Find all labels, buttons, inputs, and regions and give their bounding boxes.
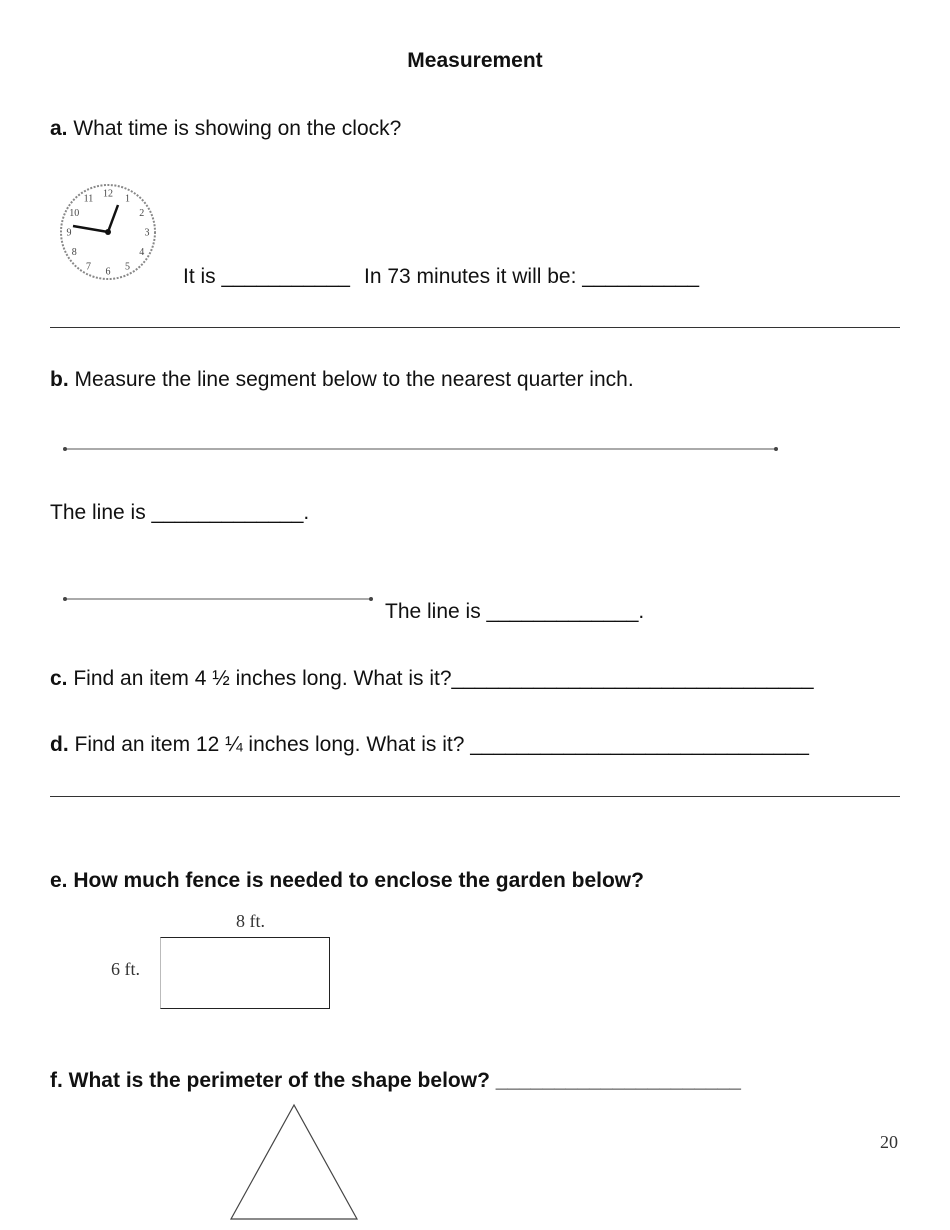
page-title: Measurement bbox=[407, 49, 543, 72]
line-segment-long bbox=[60, 444, 785, 454]
answer-b-1: The line is _____________. bbox=[50, 501, 310, 524]
divider bbox=[50, 796, 900, 797]
clock-number: 10 bbox=[69, 208, 80, 219]
clock-number: 12 bbox=[103, 188, 113, 200]
garden-rectangle bbox=[160, 937, 330, 1009]
answer-a-later: In 73 minutes it will be: __________ bbox=[364, 265, 700, 288]
divider bbox=[50, 327, 900, 328]
question-a-label: a. bbox=[50, 117, 68, 140]
question-a bbox=[50, 117, 401, 141]
question-b-label: b. bbox=[50, 368, 69, 391]
question-c-label: c. bbox=[50, 667, 68, 690]
garden-height-label: 6 ft. bbox=[111, 959, 140, 979]
question-d-text: Find an item 12 ¼ inches long. What is it? _____________________________ bbox=[68, 733, 809, 756]
question-b-text: Measure the line segment below to the nearest quarter inch. bbox=[68, 368, 634, 391]
clock-number: 8 bbox=[71, 247, 77, 258]
question-a-text: What time is showing on the clock? bbox=[67, 117, 402, 140]
triangle-shape bbox=[228, 1102, 360, 1224]
clock-number: 9 bbox=[66, 227, 72, 239]
clock-number: 11 bbox=[83, 193, 94, 205]
question-d bbox=[50, 733, 809, 757]
garden-width-label: 8 ft. bbox=[236, 911, 265, 931]
answer-b-2: The line is _____________. bbox=[385, 600, 645, 623]
question-c bbox=[50, 667, 814, 691]
answer-a-time: It is ___________ bbox=[183, 265, 350, 288]
question-c-text: Find an item 4 ½ inches long. What is it?_______________________________ bbox=[67, 667, 814, 690]
question-e: e. How much fence is needed to enclose the garden below? bbox=[50, 869, 644, 892]
page-number: 20 bbox=[880, 1132, 898, 1152]
question-b bbox=[50, 368, 634, 392]
clock-number: 3 bbox=[144, 227, 150, 239]
line-segment-short bbox=[60, 594, 380, 604]
clock-number: 1 bbox=[125, 193, 130, 205]
clock-number: 6 bbox=[105, 266, 111, 278]
clock-image bbox=[55, 182, 165, 284]
question-f: f. What is the perimeter of the shape below? _____________________ bbox=[50, 1069, 741, 1092]
question-d-label: d. bbox=[50, 733, 69, 756]
clock-number: 7 bbox=[86, 261, 91, 273]
clock-number: 4 bbox=[139, 247, 145, 258]
clock-number: 5 bbox=[125, 261, 130, 273]
clock-number: 2 bbox=[139, 208, 145, 219]
